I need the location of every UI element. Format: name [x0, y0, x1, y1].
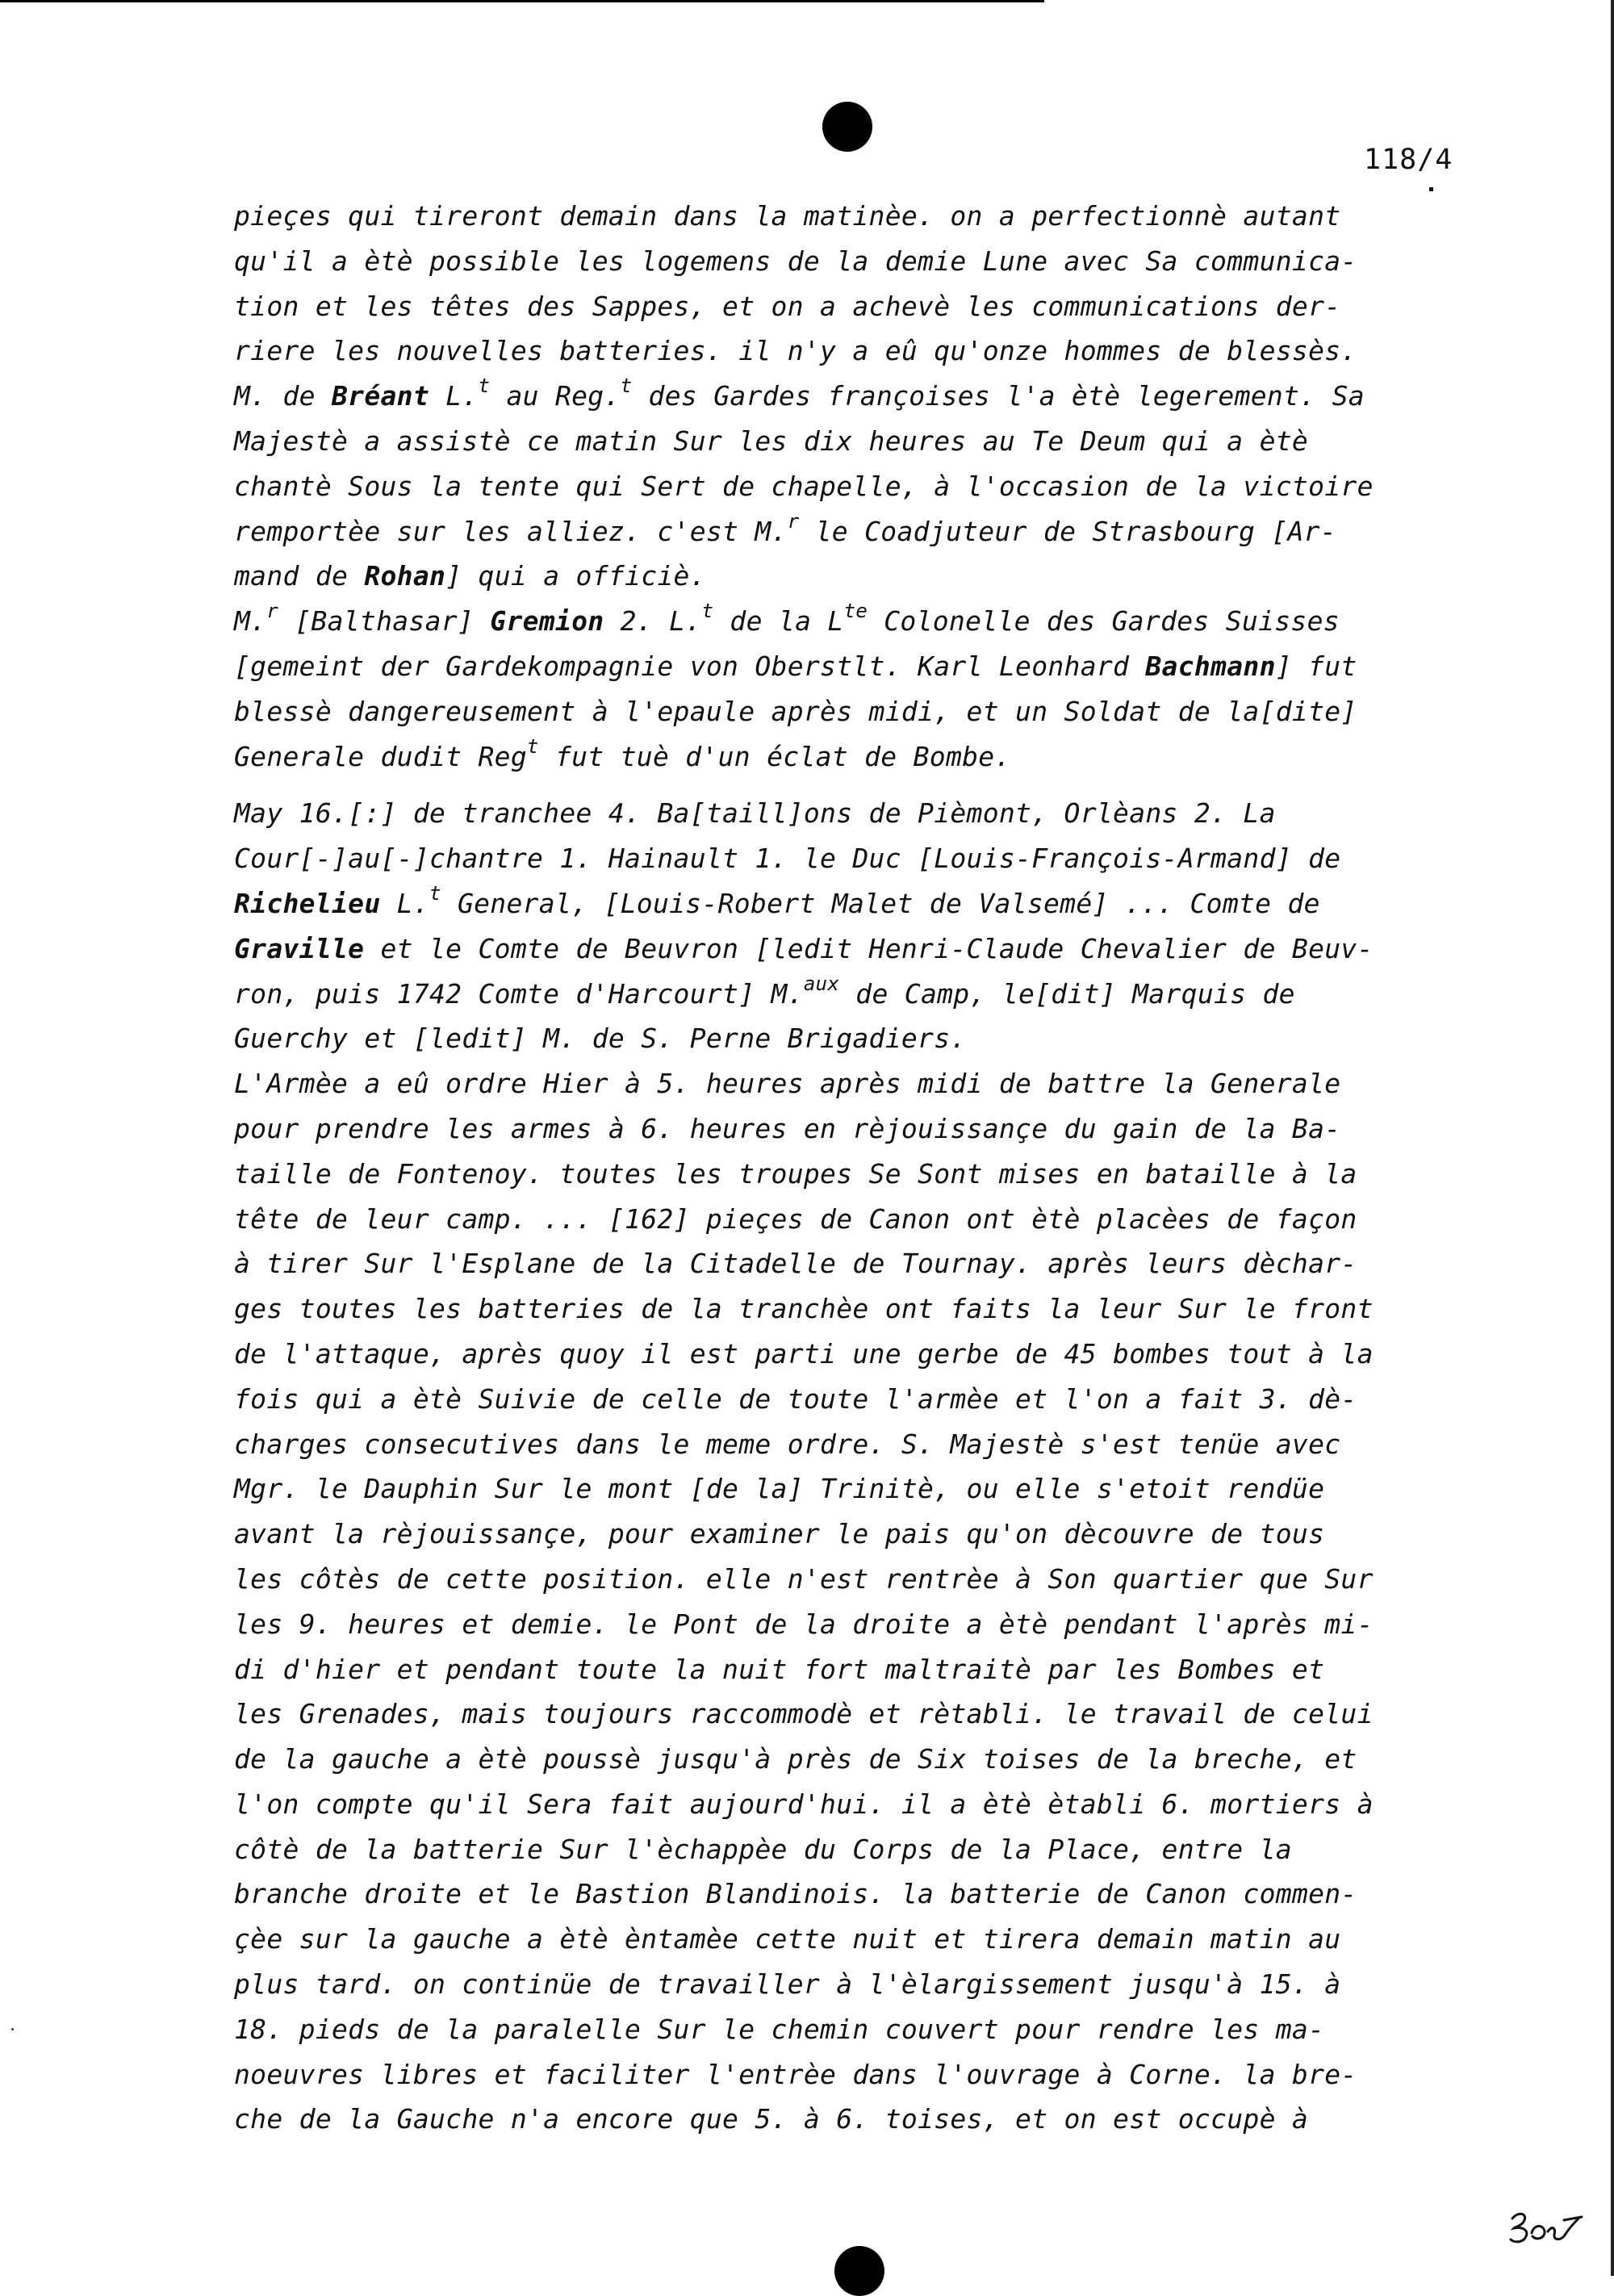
text-line: M.$^r$ [Balthasar] Gremion 2. L.$^t$ de la $L^{te}$ Colonelle des Gardes Suisses	[234, 600, 1340, 638]
text-line: Majestè a assistè ce matin Sur les dix heures au Te Deum qui a ètè	[234, 424, 1309, 457]
text-line: qu'il a ètè possible les logemens de la demie Lune avec Sa communica-	[234, 245, 1357, 277]
paragraph-celebration	[234, 1061, 1469, 2142]
text-line: M. de Bréant L.$^t$ au Reg.$^t$ des Gardes françoises l'a ètè legerement. Sa	[234, 374, 1365, 412]
text-line: chantè Sous la tente qui Sert de chapelle, à l'occasion de la victoire	[234, 470, 1374, 502]
text-line: L'Armèe a eû ordre Hier à 5. heures après midi de battre la Generale	[234, 1068, 1341, 1100]
person-name: Graville	[234, 932, 365, 964]
document-body	[234, 194, 1469, 2142]
text-line: May 16.[:] de tranchee 4. Ba[taill]ons de Pièmont, Orlèans 2. La	[234, 797, 1276, 830]
text-line: ges toutes les batteries de la tranchèe ont faits la leur Sur le front	[234, 1293, 1374, 1325]
person-name: Richelieu	[234, 887, 381, 919]
person-name: Gremion	[490, 605, 604, 638]
text-line: les Grenades, mais toujours raccommodè et rètabli. le travail de celui	[234, 1698, 1374, 1730]
paragraph-casualties	[234, 599, 1469, 779]
text-line: noeuvres libres et faciliter l'entrèe dans l'ouvrage à Corne. la bre-	[234, 2058, 1357, 2090]
page-number: 118/4	[1364, 144, 1453, 176]
person-name: Bachmann	[1145, 650, 1276, 682]
text-line: Graville et le Comte de Beuvron [ledit Henri-Claude Chevalier de Beuv-	[234, 932, 1374, 964]
text-line: branche droite et le Bastion Blandinois. la batterie de Canon commen-	[234, 1878, 1357, 1910]
text-line: Richelieu L.$^t$ General, [Louis-Robert Malet de Valsemé] ... Comte de	[234, 881, 1320, 919]
text-line: çèe sur la gauche a ètè èntamèe cette nuit et tirera demain matin au	[234, 1923, 1341, 1955]
punch-hole-top	[822, 102, 872, 152]
text-line: avant la rèjouissançe, pour examiner le pais qu'on dècouvre de tous	[234, 1518, 1325, 1550]
text-line: tion et les têtes des Sappes, et on a achevè les communications der-	[234, 290, 1341, 322]
text-line: charges consecutives dans le meme ordre. S. Majestè s'est tenüe avec	[234, 1428, 1341, 1460]
text-line: l'on compte qu'il Sera fait aujourd'hui. il a ètè ètabli 6. mortiers à	[234, 1788, 1374, 1820]
text-line: taille de Fontenoy. toutes les troupes Se Sont mises en bataille à la	[234, 1157, 1357, 1190]
text-line: riere les nouvelles batteries. il n'y a eû qu'onze hommes de blessès.	[234, 335, 1357, 367]
text-line: pour prendre les armes à 6. heures en rèjouissançe du gain de la Ba-	[234, 1112, 1341, 1144]
text-line: remportèe sur les alliez. c'est M.$^r$ le Coadjuteur de Strasbourg [Ar-	[234, 509, 1336, 547]
text-line: ron, puis 1742 Comte d'Harcourt] M.$^{aux}$ de Camp, le[dit] Marquis de	[234, 972, 1295, 1010]
paragraph-spacer	[234, 779, 1469, 791]
text-line: les 9. heures et demie. le Pont de la droite a ètè pendant l'après mi-	[234, 1608, 1374, 1640]
punch-hole-bottom	[834, 2246, 884, 2296]
text-line: de l'attaque, après quoy il est parti une gerbe de 45 bombes tout à la	[234, 1337, 1374, 1370]
scan-speck	[1429, 187, 1433, 191]
text-line: de la gauche a ètè poussè jusqu'à près de Six toises de la breche, et	[234, 1743, 1357, 1775]
text-line: [gemeint der Gardekompagnie von Oberstlt. Karl Leonhard Bachmann] fut	[234, 650, 1357, 682]
text-line: di d'hier et pendant toute la nuit fort maltraitè par les Bombes et	[234, 1653, 1325, 1685]
right-border-line	[1611, 0, 1614, 2276]
person-name: Rohan	[364, 560, 446, 592]
text-line: Guerchy et [ledit] M. de S. Perne Brigadiers.	[234, 1023, 967, 1055]
person-name: Bréant	[332, 380, 430, 412]
text-line: les côtès de cette position. elle n'est rentrèe à Son quartier que Sur	[234, 1562, 1374, 1595]
text-line: Generale dudit Reg$^t$ fut tuè d'un éclat de Bombe.	[234, 734, 1011, 772]
text-line: 18. pieds de la paralelle Sur le chemin couvert pour rendre les ma-	[234, 2013, 1325, 2045]
text-line: tête de leur camp. ... [162] pieçes de Canon ont ètè placèes de façon	[234, 1202, 1357, 1235]
scan-speck	[11, 2028, 14, 2030]
text-line: côtè de la batterie Sur l'èchappèe du Corps de la Place, entre la	[234, 1833, 1292, 1865]
text-line: plus tard. on continüe de travailler à l'èlargissement jusqu'à 15. à	[234, 1968, 1341, 2001]
text-line: à tirer Sur l'Esplane de la Citadelle de Tournay. après leurs dèchar-	[234, 1248, 1357, 1280]
text-line: Mgr. le Dauphin Sur le mont [de la] Trinitè, ou elle s'etoit rendüe	[234, 1473, 1325, 1505]
top-border-line	[0, 0, 1044, 2]
text-line: mand de Rohan] qui a officiè.	[234, 560, 706, 592]
text-line: blessè dangereusement à l'epaule après midi, et un Soldat de la[dite]	[234, 695, 1357, 727]
paragraph-trench-duty	[234, 791, 1469, 1061]
paragraph-siege-report	[234, 194, 1469, 599]
archive-handwritten-mark	[1507, 2207, 1584, 2248]
text-line: fois qui a ètè Suivie de celle de toute l'armèe et l'on a fait 3. dè-	[234, 1382, 1357, 1415]
text-line: pieçes qui tireront demain dans la matinèe. on a perfectionnè autant	[234, 200, 1341, 232]
text-line: Cour[-]au[-]chantre 1. Hainault 1. le Duc [Louis-François-Armand] de	[234, 843, 1341, 875]
text-line: che de la Gauche n'a encore que 5. à 6. toises, et on est occupè à	[234, 2103, 1309, 2135]
